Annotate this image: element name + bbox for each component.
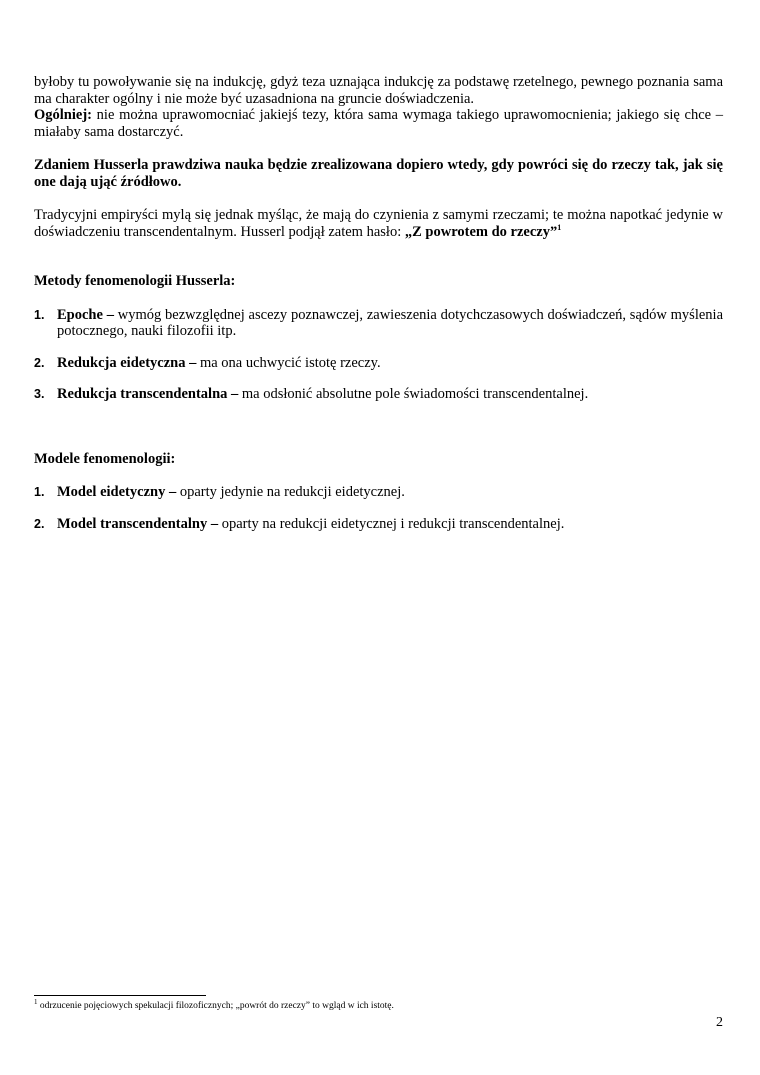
list-item xyxy=(34,355,723,372)
list-text: ma odsłonić absolutne pole świadomości transcendentalnej. xyxy=(238,386,589,402)
list-term: Epoche – xyxy=(57,306,114,323)
footnote-ref[interactable]: 1 xyxy=(557,222,562,232)
methods-heading: Metody fenomenologii Husserla: xyxy=(34,273,236,289)
footnote-marker: 1 xyxy=(34,997,38,1006)
list-term: Redukcja eidetyczna – xyxy=(57,354,197,371)
list-number: 1. xyxy=(34,307,45,322)
list-text: oparty na redukcji eidetycznej i redukcji transcendentalnej. xyxy=(218,515,565,532)
paragraph-generally xyxy=(34,107,723,140)
page-number: 2 xyxy=(716,1015,723,1030)
list-item xyxy=(34,484,723,501)
models-list xyxy=(34,484,723,532)
list-text: oparty jedynie na redukcji eidetycznej. xyxy=(176,484,405,500)
footnote xyxy=(34,997,394,1012)
paragraph-induction: byłoby tu powoływanie się na indukcję, gdyż teza uznająca indukcję za podstawę rzetelnego, pewnego poznania sama ma charakter ogólny i nie może być uzasadniona na gruncie doświadczenia. xyxy=(34,74,723,107)
models-heading: Modele fenomenologii: xyxy=(34,450,176,467)
footnote-separator xyxy=(34,995,206,996)
list-term: Model eidetyczny – xyxy=(57,484,177,500)
methods-list xyxy=(34,307,723,403)
list-item xyxy=(34,307,723,340)
list-item xyxy=(34,386,723,403)
list-number: 3. xyxy=(34,387,45,401)
generally-text: nie można uprawomocniać jakiejś tezy, która sama wymaga takiego uprawomocnienia; jakiego się chce – miałaby sama dostarczyć. xyxy=(34,107,723,140)
list-text: wymóg bezwzględnej ascezy poznawczej, zawieszenia dotychczasowych doświadczeń, sądów myślenia potocznego, nauki filozofii itp. xyxy=(57,306,724,339)
list-term: Model transcendentalny – xyxy=(57,515,219,532)
generally-label: Ogólniej: xyxy=(34,107,92,123)
empiricists-text: Tradycyjni empiryści mylą się jednak myśląc, że mają do czynienia z samymi rzeczami; te można napotkać jedynie w doświadczeniu transcendentalnym. Husserl podjął zatem hasło: xyxy=(34,207,723,240)
page-content xyxy=(34,74,723,532)
footnote-text: odrzucenie pojęciowych spekulacji filozoficznych; „powrót do rzeczy” to wgląd w ich istotę. xyxy=(37,1001,394,1011)
list-item xyxy=(34,516,723,533)
list-number: 1. xyxy=(34,485,45,499)
list-number: 2. xyxy=(34,516,45,531)
list-term: Redukcja transcendentalna – xyxy=(57,386,239,402)
paragraph-husserl-thesis: Zdaniem Husserla prawdziwa nauka będzie zrealizowana dopiero wtedy, gdy powróci się do rzeczy tak, jak się one dają ująć źródłowo. xyxy=(34,157,723,190)
list-number: 2. xyxy=(34,355,45,370)
paragraph-empiricists xyxy=(34,207,723,240)
list-text: ma ona uchwycić istotę rzeczy. xyxy=(196,354,381,371)
slogan-quote: „Z powrotem do rzeczy” xyxy=(404,223,558,240)
